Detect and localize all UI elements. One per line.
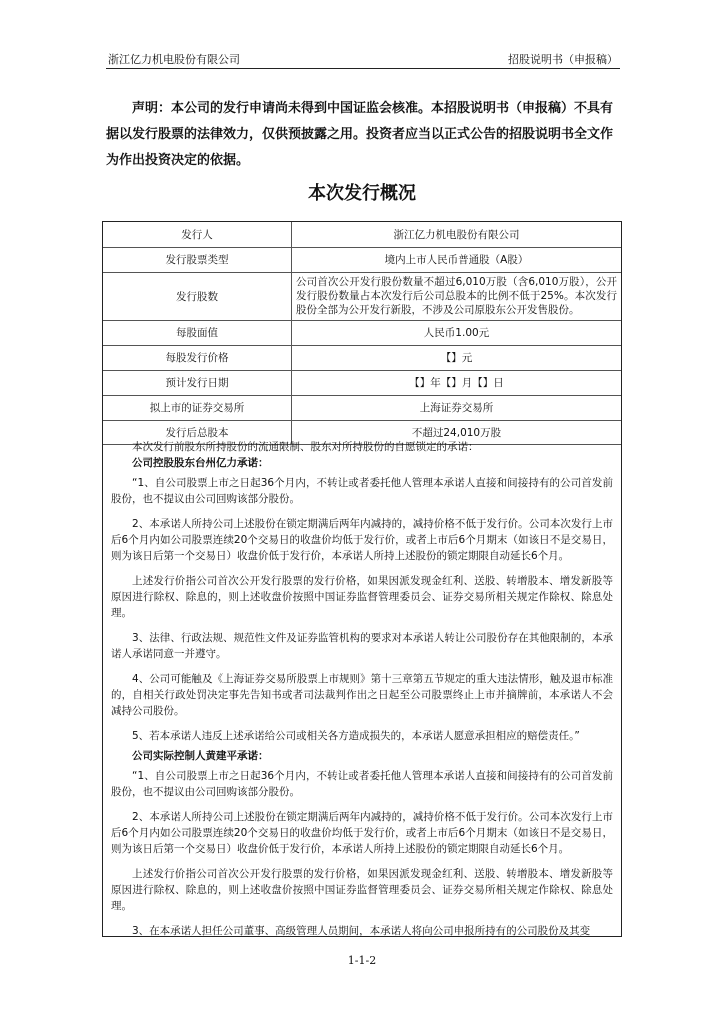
commitment-paragraph: 上述发行价指公司首次公开发行股票的发行价格，如果因派发现金红利、送股、转增股本、增发新股等原因进行除权、除息的，则上述收盘价按照中国证券监督管理委员会、证券交易所相关规定作除权、除息处理。 [111,575,613,619]
commitment-paragraph: 上述发行价指公司首次公开发行股票的发行价格，如果因派发现金红利、送股、转增股本、增发新股等原因进行除权、除息的，则上述收盘价按照中国证券监督管理委员会、证券交易所相关规定作除权、除息处理。 [111,868,613,912]
row-label: 每股面值 [103,320,292,345]
commitment-paragraph: 4、公司可能触及《上海证券交易所股票上市规则》第十三章第五节规定的重大违法情形，触及退市标准的，自相关行政处罚决定事先告知书或者司法裁判作出之日起至公司股票终止上市并摘牌前，本承诺人不会减持公司股份。 [111,673,613,717]
table-row [103,395,621,420]
row-label: 发行后总股本 [103,420,292,444]
actual-controller-heading: 公司实际控制人黄建平承诺： [132,750,269,762]
lockup-commitments [111,439,613,939]
row-label: 发行股数 [103,272,292,320]
page-title: 本次发行概况 [308,183,416,204]
offering-table [103,222,621,445]
row-label: 发行股票类型 [103,247,292,272]
commitment-paragraph: 5、若本承诺人违反上述承诺给公司或相关各方造成损失的，本承诺人愿意承担相应的赔偿责任。” [132,730,580,742]
lockup-intro: 本次发行前股东所持股份的流通限制、股东对所持股份的自愿锁定的承诺： [132,441,479,453]
page-header [106,50,620,69]
row-value: 境内上市人民币普通股（A股） [292,247,622,272]
row-value: 公司首次公开发行股份数量不超过6,010万股（含6,010万股），公开发行股份数量占本次发行后公司总股本的比例不低于25%。本次发行股份全部为公开发行新股，不涉及公司原股东公开发售股份。 [292,272,622,320]
commitment-paragraph: 2、本承诺人所持公司上述股份在锁定期满后两年内减持的，减持价格不低于发行价。公司本次发行上市后6个月内如公司股票连续20个交易日的收盘价均低于发行价，或者上市后6个月期末（如该日不是交易日，则为该日后第一个交易日）收盘价低于发行价，本承诺人所持上述股份的锁定期限自动延长6个月。 [111,811,613,855]
row-value: 人民币1.00元 [292,320,622,345]
row-value: 【】元 [292,345,622,370]
row-label: 每股发行价格 [103,345,292,370]
table-row [103,222,621,247]
commitment-paragraph: “1、自公司股票上市之日起36个月内，不转让或者委托他人管理本承诺人直接和间接持有的公司首发前股份，也不提议由公司回购该部分股份。 [111,770,613,798]
row-value: 上海证券交易所 [292,395,622,420]
table-row [103,272,621,320]
header-doc-title: 招股说明书（申报稿） [508,53,618,66]
row-value: 浙江亿力机电股份有限公司 [292,222,622,247]
table-row [103,247,621,272]
commitment-paragraph: 2、本承诺人所持公司上述股份在锁定期满后两年内减持的，减持价格不低于发行价。公司本次发行上市后6个月内如公司股票连续20个交易日的收盘价均低于发行价，或者上市后6个月期末（如该日不是交易日，则为该日后第一个交易日）收盘价低于发行价，本承诺人所持上述股份的锁定期限自动延长6个月。 [111,518,613,562]
offering-overview-box [102,221,622,937]
row-label: 发行人 [103,222,292,247]
commitment-paragraph: 3、法律、行政法规、规范性文件及证券监管机构的要求对本承诺人转让公司股份存在其他限制的，本承诺人承诺同意一并遵守。 [111,632,613,660]
row-value: 【】年【】月【】日 [292,370,622,395]
header-company: 浙江亿力机电股份有限公司 [108,53,240,66]
page-number: 1-1-2 [347,954,377,967]
row-value: 不超过24,010万股 [292,420,622,444]
table-row [103,370,621,395]
row-label: 预计发行日期 [103,370,292,395]
controlling-shareholder-heading: 公司控股股东台州亿力承诺： [132,457,269,469]
row-label: 拟上市的证券交易所 [103,395,292,420]
declaration: 声明：本公司的发行申请尚未得到中国证监会核准。本招股说明书（申报稿）不具有据以发行股票的法律效力，仅供预披露之用。投资者应当以正式公告的招股说明书全文作为作出投资决定的依据。 [106,101,614,168]
commitment-paragraph: 3、在本承诺人担任公司董事、高级管理人员期间，本承诺人将向公司申报所持有的公司股份及其变 [132,925,591,937]
commitment-paragraph: “1、自公司股票上市之日起36个月内，不转让或者委托他人管理本承诺人直接和间接持有的公司首发前股份，也不提议由公司回购该部分股份。 [111,477,613,505]
table-row [103,320,621,345]
table-row [103,345,621,370]
